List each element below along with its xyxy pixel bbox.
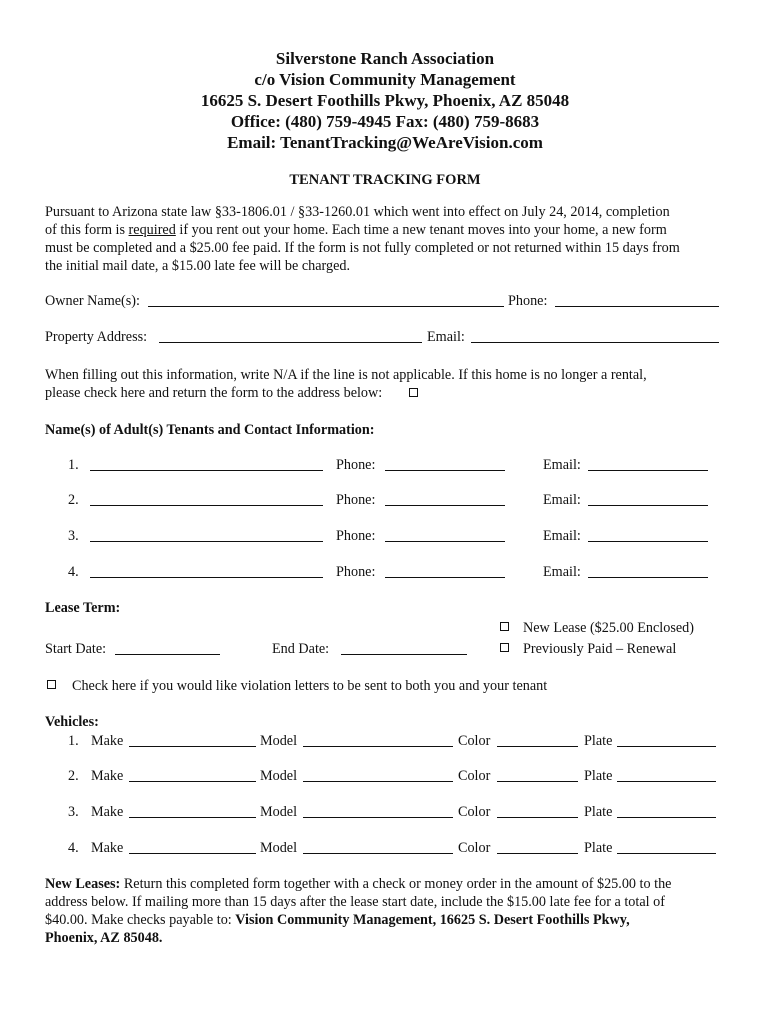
vehicles-heading: Vehicles: <box>45 714 99 730</box>
vehicle-plate-field-2[interactable] <box>617 781 716 782</box>
tenant-num-4: 4. <box>68 564 79 580</box>
vehicle-make-label-4: Make <box>91 840 124 856</box>
org-name: Silverstone Ranch Association <box>275 49 495 68</box>
vehicle-color-label-1: Color <box>458 733 491 749</box>
tenant-email-field-2[interactable] <box>588 505 708 506</box>
footer-line-3: $40.00. Make checks payable to: Vision Community Management, 16625 S. Desert Foothills Pkwy, <box>45 912 630 928</box>
renewal-checkbox[interactable] <box>500 643 509 652</box>
property-email-field[interactable] <box>471 342 719 343</box>
vehicle-color-label-4: Color <box>458 840 491 856</box>
tenant-phone-label-3: Phone: <box>336 528 376 544</box>
management-name: c/o Vision Community Management <box>254 70 516 89</box>
no-longer-rental-checkbox[interactable] <box>409 388 418 397</box>
tenant-email-field-4[interactable] <box>588 577 708 578</box>
vehicle-color-field-1[interactable] <box>497 746 578 747</box>
tenant-phone-field-4[interactable] <box>385 577 505 578</box>
renewal-label: Previously Paid – Renewal <box>523 641 677 657</box>
vehicle-make-field-4[interactable] <box>129 853 256 854</box>
tenant-num-1: 1. <box>68 457 79 473</box>
new-lease-checkbox[interactable] <box>500 622 509 631</box>
vehicle-plate-field-1[interactable] <box>617 746 716 747</box>
vehicle-plate-label-2: Plate <box>584 768 613 784</box>
vehicle-model-label-1: Model <box>260 733 298 749</box>
lease-term-heading: Lease Term: <box>45 600 121 616</box>
owner-phone-label: Phone: <box>508 293 548 309</box>
org-email: Email: TenantTracking@WeAreVision.com <box>227 133 543 152</box>
vehicle-plate-label-4: Plate <box>584 840 613 856</box>
tenant-phone-label-4: Phone: <box>336 564 376 580</box>
vehicle-model-field-4[interactable] <box>303 853 453 854</box>
end-date-field[interactable] <box>341 654 467 655</box>
vehicle-color-label-2: Color <box>458 768 491 784</box>
vehicle-color-label-3: Color <box>458 804 491 820</box>
footer-line-4: Phoenix, AZ 85048. <box>45 930 163 946</box>
vehicle-num-4: 4. <box>68 840 79 856</box>
intro-line-3: must be completed and a $25.00 fee paid. If the form is not fully completed or not returned within 15 days from <box>45 240 680 256</box>
vehicle-num-1: 1. <box>68 733 79 749</box>
org-phones: Office: (480) 759-4945 Fax: (480) 759-8683 <box>230 112 540 131</box>
start-date-label: Start Date: <box>45 641 107 657</box>
vehicle-model-field-2[interactable] <box>303 781 453 782</box>
vehicle-model-label-2: Model <box>260 768 298 784</box>
tenant-email-field-3[interactable] <box>588 541 708 542</box>
intro-line-4: the initial mail date, a $15.00 late fee will be charged. <box>45 258 351 274</box>
tenant-name-field-2[interactable] <box>90 505 323 506</box>
tenant-email-label-3: Email: <box>543 528 581 544</box>
vehicle-make-field-1[interactable] <box>129 746 256 747</box>
owner-phone-field[interactable] <box>555 306 719 307</box>
owner-name-label: Owner Name(s): <box>45 293 140 309</box>
start-date-field[interactable] <box>115 654 220 655</box>
vehicle-model-label-4: Model <box>260 840 298 856</box>
tenant-email-label-1: Email: <box>543 457 581 473</box>
tenant-phone-label-1: Phone: <box>336 457 376 473</box>
violation-letters-label: Check here if you would like violation letters to be sent to both you and your tenant <box>72 678 548 694</box>
vehicle-make-field-2[interactable] <box>129 781 256 782</box>
owner-name-field[interactable] <box>148 306 504 307</box>
form-title: TENANT TRACKING FORM <box>289 172 481 188</box>
tenant-name-field-1[interactable] <box>90 470 323 471</box>
vehicle-model-field-3[interactable] <box>303 817 453 818</box>
property-address-label: Property Address: <box>45 329 148 345</box>
org-address: 16625 S. Desert Foothills Pkwy, Phoenix, AZ 85048 <box>200 91 570 110</box>
end-date-label: End Date: <box>272 641 330 657</box>
intro-line-1: Pursuant to Arizona state law §33-1806.01 / §33-1260.01 which went into effect on July 24, 2014, completion <box>45 204 670 220</box>
vehicle-make-label-1: Make <box>91 733 124 749</box>
vehicle-make-field-3[interactable] <box>129 817 256 818</box>
property-address-field[interactable] <box>159 342 422 343</box>
vehicle-plate-field-4[interactable] <box>617 853 716 854</box>
vehicle-plate-label-1: Plate <box>584 733 613 749</box>
vehicle-make-label-3: Make <box>91 804 124 820</box>
tenant-phone-label-2: Phone: <box>336 492 376 508</box>
footer-line-1: New Leases: Return this completed form together with a check or money order in the amount of $25.00 to the <box>45 876 672 892</box>
tenant-num-3: 3. <box>68 528 79 544</box>
vehicle-plate-label-3: Plate <box>584 804 613 820</box>
vehicle-model-label-3: Model <box>260 804 298 820</box>
vehicle-color-field-4[interactable] <box>497 853 578 854</box>
tenant-phone-field-2[interactable] <box>385 505 505 506</box>
vehicle-num-2: 2. <box>68 768 79 784</box>
vehicle-plate-field-3[interactable] <box>617 817 716 818</box>
footer-line-2: address below. If mailing more than 15 days after the lease start date, include the $15.00 late fee for a total of <box>45 894 665 910</box>
vehicle-model-field-1[interactable] <box>303 746 453 747</box>
na-note-line-2: please check here and return the form to the address below: <box>45 385 383 401</box>
tenant-email-field-1[interactable] <box>588 470 708 471</box>
property-email-label: Email: <box>427 329 465 345</box>
tenant-num-2: 2. <box>68 492 79 508</box>
vehicle-make-label-2: Make <box>91 768 124 784</box>
tenant-email-label-2: Email: <box>543 492 581 508</box>
tenant-name-field-4[interactable] <box>90 577 323 578</box>
new-lease-label: New Lease ($25.00 Enclosed) <box>523 620 694 636</box>
vehicle-color-field-2[interactable] <box>497 781 578 782</box>
tenants-heading: Name(s) of Adult(s) Tenants and Contact Information: <box>45 422 375 438</box>
tenant-phone-field-1[interactable] <box>385 470 505 471</box>
tenant-email-label-4: Email: <box>543 564 581 580</box>
na-note-line-1: When filling out this information, write N/A if the line is not applicable. If this home is no longer a rental, <box>45 367 647 383</box>
tenant-phone-field-3[interactable] <box>385 541 505 542</box>
vehicle-num-3: 3. <box>68 804 79 820</box>
tenant-name-field-3[interactable] <box>90 541 323 542</box>
intro-line-2: of this form is required if you rent out your home. Each time a new tenant moves into your home, a new form <box>45 222 667 238</box>
vehicle-color-field-3[interactable] <box>497 817 578 818</box>
violation-letters-checkbox[interactable] <box>47 680 56 689</box>
